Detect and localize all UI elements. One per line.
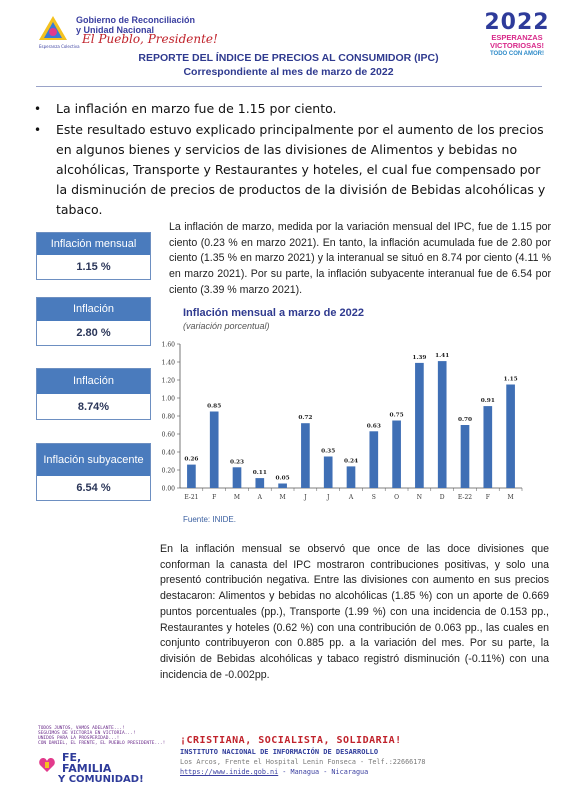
bar: [506, 385, 515, 489]
y-tick-label: 1.60: [161, 341, 175, 349]
card-label: Inflación: [37, 298, 150, 321]
government-slogan: El Pueblo, Presidente!: [82, 32, 218, 46]
y-tick-label: 0.00: [161, 485, 175, 493]
government-logo: [33, 10, 80, 50]
bar-value-label: 0.23: [229, 459, 245, 466]
bar-value-label: 0.91: [480, 398, 495, 405]
card-label: Inflación mensual: [37, 233, 150, 255]
bar-value-label: 0.63: [366, 423, 381, 430]
government-name: Gobierno de Reconciliación y Unidad Nacional: [76, 15, 196, 35]
x-tick-label: D: [439, 494, 445, 501]
y-tick-label: 0.80: [161, 413, 175, 421]
inflation-summary-paragraph: La inflación de marzo, medida por la variación mensual del IPC, fue de 1.15 por ciento (0.23 % en marzo 2021). En tanto, la inflación acumulada fue de 2.80 por ciento (1.35 % en marzo 2021) y la interanual se situó en 8.74 por ciento (4.11 % en marzo 2021). Por su parte, la inflación subyacente interanual fue de 6.54 por ciento (3.39 % marzo 2021).: [169, 221, 551, 296]
card-value: 8.74%: [77, 400, 110, 413]
bar-value-label: 0.35: [321, 448, 336, 455]
bar-value-label: 1.39: [412, 354, 427, 361]
x-tick-label: M: [279, 494, 286, 501]
x-tick-label: E-22: [457, 494, 473, 501]
y-tick-label: 1.40: [161, 359, 175, 367]
report-title: REPORTE DEL ÍNDICE DE PRECIOS AL CONSUMIDOR (IPC): [138, 52, 439, 64]
chart-subtitle: (variación porcentual): [183, 321, 270, 331]
bar: [347, 466, 356, 488]
card-value: 2.80 %: [76, 327, 111, 339]
institution-web: https://www.inide.gob.ni - Managua - Nicaragua: [180, 768, 369, 776]
institution-name: INSTITUTO NACIONAL DE INFORMACIÓN DE DESARROLLO: [180, 748, 379, 756]
y-tick-label: 1.00: [161, 395, 175, 403]
bar: [255, 478, 264, 488]
divisions-paragraph: En la inflación mensual se observó que once de las doce divisiones que conforman la canasta del IPC mostraron contribuciones positivas, y solo una presentó contribución negativa. Entre las divisiones con aumento en sus precios destacaron: Alimentos y bebidas no alcohólicas (1.85 %) con un aporte de 0.669 puntos porcentuales (pp.), Transporte (1.99 %) con una incidencia de 0.153 pp., Restaurantes y hoteles (0.62 %) con una contribución de 0.063 pp., las cuales en conjunto contribuyeron con 0.885 pp. a la variación del mes. Por su parte, la división de Bebidas alcohólicas y tabaco registró disminución (-0.11%) con una incidencia de -0.002pp.: [160, 543, 549, 681]
x-tick-label: F: [212, 494, 217, 501]
x-tick-label: J: [304, 494, 307, 501]
bar: [438, 361, 447, 488]
bar-value-label: 0.26: [184, 456, 199, 463]
institution-address: Los Arcos, Frente el Hospital Lenin Fonseca - Telf.:22666178: [180, 758, 426, 766]
inflation-card-accumulated: [36, 297, 151, 346]
bar: [301, 423, 310, 488]
bullet-dot-icon: •: [34, 102, 42, 116]
heart-icon: [38, 756, 56, 774]
x-tick-label: A: [257, 494, 262, 501]
inflation-card-monthly: [36, 232, 151, 280]
inflation-card-interannual: [36, 368, 151, 420]
y-tick-label: 0.20: [161, 467, 175, 475]
bar-value-label: 1.15: [503, 376, 518, 383]
bar-value-label: 0.70: [457, 417, 473, 423]
x-tick-label: F: [485, 494, 490, 501]
bar: [233, 467, 242, 488]
x-tick-label: E-21: [184, 494, 199, 501]
chart-title: Inflación mensual a marzo de 2022: [183, 307, 364, 319]
footer-slogan: ¡CRISTIANA, SOCIALISTA, SOLIDARIA!: [180, 735, 402, 746]
report-subtitle: Correspondiente al mes de marzo de 2022: [183, 66, 394, 78]
card-label: Inflación subyacente: [37, 444, 150, 476]
card-value: 6.54 %: [76, 482, 111, 494]
summary-bullet: • Este resultado estuvo explicado principalmente por el aumento de los precios en algunos bienes y servicios de las divisiones de Alimentos y bebidas no alcohólicas, Transporte y Restaurantes y hoteles, el cual fue compensado por la disminución de precios de productos de la división de Bebidas alcohólicas y tabaco.: [34, 122, 546, 217]
x-tick-label: M: [507, 494, 514, 501]
bar: [415, 363, 424, 488]
logo-caption: Esperanza Colectiva: [39, 44, 80, 49]
footer-slogans: TODOS JUNTOS, VAMOS ADELANTE...! SEGUIMOS DE VICTORIA EN VICTORIA...! UNIDOS PARA LA PROSPERIDAD...! CON DANIEL, EL FRENTE, EL PUEBLO PRESIDENTE...!: [38, 726, 166, 746]
bar: [210, 412, 219, 489]
summary-bullet: • La inflación en marzo fue de 1.15 por ciento.: [34, 99, 550, 119]
x-tick-label: J: [326, 494, 330, 501]
inflation-card-core: [36, 443, 151, 501]
bar: [369, 431, 378, 488]
bar-value-label: 1.41: [435, 353, 450, 360]
bar: [461, 425, 470, 488]
card-value: 1.15 %: [76, 261, 111, 273]
bar: [324, 457, 333, 489]
x-tick-label: S: [371, 494, 376, 501]
bar: [483, 406, 492, 488]
bar-value-label: 0.72: [298, 415, 313, 422]
header-divider: [36, 86, 542, 87]
fe-familia-comunidad-logo: FE, FAMILIA Y COMUNIDAD!: [38, 752, 158, 786]
monthly-inflation-chart: [150, 330, 530, 510]
chart-source: Fuente: INIDE.: [183, 515, 236, 524]
bar-value-label: 0.85: [207, 403, 222, 410]
bar-value-label: 0.11: [252, 470, 267, 477]
card-label: Inflación: [37, 369, 150, 394]
bar: [278, 484, 287, 489]
bar-value-label: 0.05: [275, 475, 290, 482]
bar-value-label: 0.75: [389, 412, 404, 419]
esperanzas-2022-logo: 2022 ESPERANZAS VICTORIOSAS! TODO CON AMOR!: [474, 10, 560, 62]
logo-year: 2022: [484, 10, 550, 35]
y-tick-label: 1.20: [161, 377, 175, 385]
bar: [392, 421, 401, 489]
bar: [187, 465, 196, 488]
website-link[interactable]: https://www.inide.gob.ni: [180, 768, 279, 776]
x-tick-label: O: [394, 494, 400, 501]
bullet-dot-icon: •: [34, 123, 42, 137]
x-tick-label: A: [348, 494, 354, 501]
x-tick-label: N: [416, 494, 423, 501]
y-tick-label: 0.40: [161, 449, 175, 457]
bar-value-label: 0.24: [343, 458, 359, 465]
y-tick-label: 0.60: [161, 431, 175, 439]
x-tick-label: M: [233, 494, 241, 501]
